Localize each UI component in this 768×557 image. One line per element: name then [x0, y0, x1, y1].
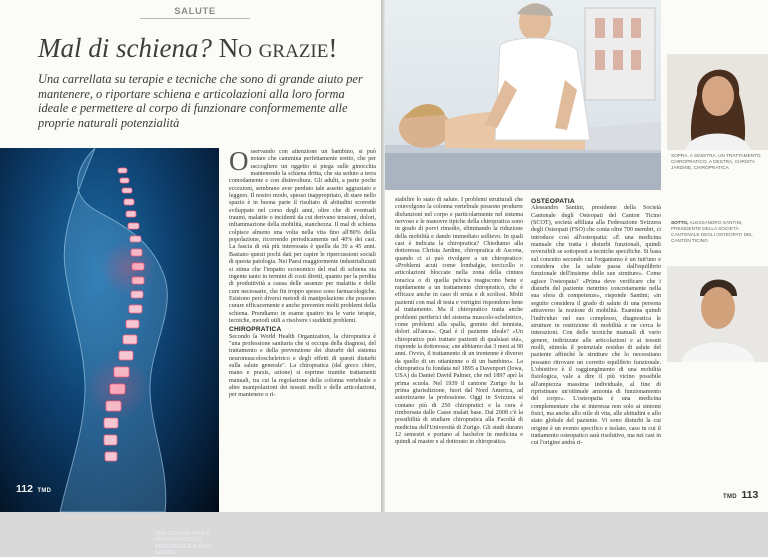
- folio-right: [723, 485, 758, 503]
- treatment-photo: [385, 0, 661, 190]
- section-label: SALUTE: [140, 6, 250, 19]
- left-page: [0, 0, 381, 557]
- chiropratica-text: Secondo la World Health Organization, la chiropratica è "una professione sanitaria che si occupa della diagnosi, del trattamento e della prevenzione dei disturbi del sistema neuromuscoloscheletrico e degli effetti di questi disturbi sulla salute generale". La chiropratica (dal greco chiro, mano e praxis, azione) si esprime tramite trattamenti manuali, tra cui la regolazione della colonna vertebrale e altre manipolazioni dei tessuti molli e delle articolazioni, per mantenere o ri-: [229, 333, 376, 399]
- magazine-name: TMD: [723, 494, 737, 500]
- caption-bottom-text: ALESSANDRO SANTINI, PRESIDENTE DELLA SOCIETÀ CANTONALE DEGLI OSTEOPATI DEL CANTON TICINO: [671, 220, 753, 243]
- subhead-osteopatia: OSTEOPATIA: [531, 198, 575, 205]
- photo-caption: UNA SCHIENA SANA È PRESUPPOSTO DI BENESSERE E BUONA SALUTE: [155, 531, 212, 557]
- subhead-chiropratica: CHIROPRATICA: [229, 326, 282, 334]
- folio-left: [16, 479, 51, 497]
- intro-text: sservando con attenzione un bambino, si può notare che cammina perfettamente eretto, che per raccogliere un oggetto si piega sulle ginocchia mantenendo la schiena dritta, che sta seduto a terra comodamente e con disinvoltura. Gli adulti, a parte poche eccezioni, sembrano aver perduto tale assetto aggraziato e leggero. Il nostro modo, spesso inappropriato, di stare nello spazio è in buona parte il risultato di abitudini scorrette sviluppate nel corso degli anni, oltre che di eventuali traumi, malattie o incidenti da cui derivano tensioni, dolori, infiammazione della mobilità, stanchezza. Il mal di schiena colpisce almeno una volta nella vita fino all'80% della popolazione, ricorrendo periodicamente nel 40% dei casi. La fascia di età più interessata è quella da 30 a 45 anni. Bastano questi pochi dati per capire le ripercussioni sociali di questa patologia. Nei Paesi maggiormente industrializzati si stima che l'impatto economico del mal di schiena sia ingente tanto in termini di costi diretti, quanto per la perdita di produttività a causa delle assenze per malattia e delle cure necessarie, che fin troppo spesso sono farmacologiche. Esistono però diversi metodi di manipolazione che possono curare efficacemente e anche prevenire molti problemi della schiena. Prendiamo in esame quattro tra le varie terapie, tecniche, metodi utili a risolvere i suddetti problemi.: [229, 149, 376, 324]
- woman-portrait-drawing: [667, 54, 768, 150]
- caption-top: SOPRA, A SINISTRA, UN TRATTAMENTO CHIROPRATICO. A DESTRA, CHRISTA JARDINE, CHIROPRATICA: [671, 153, 761, 170]
- article-column-2: stabilire lo stato di salute. I problemi strutturali che coinvolgono la colonna vertebrale possono produrre disfunzioni nel corpo e particolarmente nel sistema nervoso e le manovre tipiche della chiropratica sono in grado di porvi rimedio, eliminando la riduzione della mobilità e dando immediato sollievo. In quali casi è indicata la chiropratica? Chiediamo alla dottoressa Christa Jardine, chiropratica di Ascona, quando ci si può rivolgere a un chiropratico: «Problemi acuti come lombalgie, torcicollo o articolazioni bloccate nella zona della cintura toracica o di quella pelvica reagiscono bene e rapidamente a un trattamento chiropratico, che è efficace anche in caso di ernia e di scoliosi. Molti pazienti con mal di testa e vertigini rispondono bene al trattamento. Ma il chiropratico tratta anche problemi periferici del sistema muscolo-scheletrico, come problemi alla spalla, gomito del tennista, dolori all'anca». Qual è il paziente ideale? «Un chiropratico può trattare pazienti di qualsiasi età», risponde la dottoressa; «ne abbiamo dai 3 mesi ai 90 anni. Ovvio, il trattamento di un trentenne è diverso da quello di un ottantenne o di un bambino». La chiropratica fu fondata nel 1895 a Davenport (Iowa, USA) da Daniel David Palmer, che nel 1897 aprì la prima scuola. Nel 1939 il cantone Zurigo fu la prima giurisdizione, fuori dal Nord America, ad autorizzarne la professione. Oggi in Svizzera si contano più di 250 chiropratici e la cura è rimborsata dalle Casse malati base. Dal 2008 c'è la possibilità di studiare chiropratica alla Facoltà di medicina dell'Università di Zurigo. Gli studi durano 12 semestri e portano al bachelor in medicina e quindi al master e al dottorato in chiropratica.: [395, 197, 523, 446]
- spine-figure-drawing: [0, 148, 219, 512]
- treatment-scene-drawing: [385, 0, 661, 190]
- osteopatia-text: Alessandro Santini, presidente della Società Cantonale degli Osteopati del Canton Ticino (SCOT), società affiliata alla Federazione Svizzera degli Osteopati (FSO) che conta oltre 700 membri, ci introduce così all'osteopatia: «È una medicina manuale che tratta i disturbi funzionali, quindi reversibili se sottoposti a tecniche specifiche. Si basa sul concetto secondo cui l'organismo è un tutt'uno e considera che la salute passa dall'equilibrio funzionale dell'insieme delle sue strutture». Come agisce l'osteopata? «Prima deve verificare che i disturbi del paziente rientrino concretamente nella sua sfera di competenze», risponde Santini; «in seguito considera il grado di salute di una persona attraverso la nozione di mobilità. Esamina quindi l'individuo nel suo complesso, diagnostica le strutture in restrizione di mobilità e ne cerca le interazioni. Con delle tecniche manuali di vario genere, indirizzate alle articolazioni e ai tessuti molli, stimola il potenziale residuo di salute del paziente affinché le strutture che lo necessitano possano ritrovare un corretto equilibrio funzionale. L'obiettivo è il raggiungimento di una mobilità fisiologica, vale a dire il più vicino possibile all'ampiezza massima individuale, al fine di ripristinare un'ottimale armonia di funzionamento del corpo». L'osteopatia è una medicina complementare che si interessa non solo ai sintomi fisici, ma anche allo stile di vita, alle abitudini e allo stato globale del paziente. Vi sono disturbi la cui origine è un evento specifico e isolato, caso in cui il trattamento osteopatico sarà risolutivo, ma nei casi in cui l'origine andrà ri-: [531, 205, 661, 447]
- drop-cap: O: [229, 146, 249, 176]
- man-portrait-drawing: [667, 266, 768, 362]
- right-page: [385, 0, 768, 512]
- headline: [38, 33, 378, 64]
- headline-answer: No grazie!: [218, 33, 338, 63]
- page-number: 113: [741, 489, 759, 501]
- magazine-name: TMD: [37, 488, 52, 494]
- headline-question: Mal di schiena?: [38, 33, 212, 63]
- caption-bottom: [671, 220, 766, 244]
- standfirst: Una carrellata su terapie e tecniche che sono di grande aiuto per mantenere, o riportare schiena e articolazioni alla loro forma ideale e permettere al corpo di funzionare conformemente alle proprie naturali potenzialità: [38, 72, 363, 130]
- article-column-3: [531, 197, 661, 502]
- portrait-alessandro-santini: [667, 266, 768, 362]
- portrait-christa-jardine: [667, 54, 768, 150]
- page-number: 112: [16, 483, 33, 495]
- article-column-1: [229, 146, 376, 501]
- spine-illustration: [0, 148, 219, 557]
- caption-bottom-lead: SOTTO,: [671, 220, 689, 225]
